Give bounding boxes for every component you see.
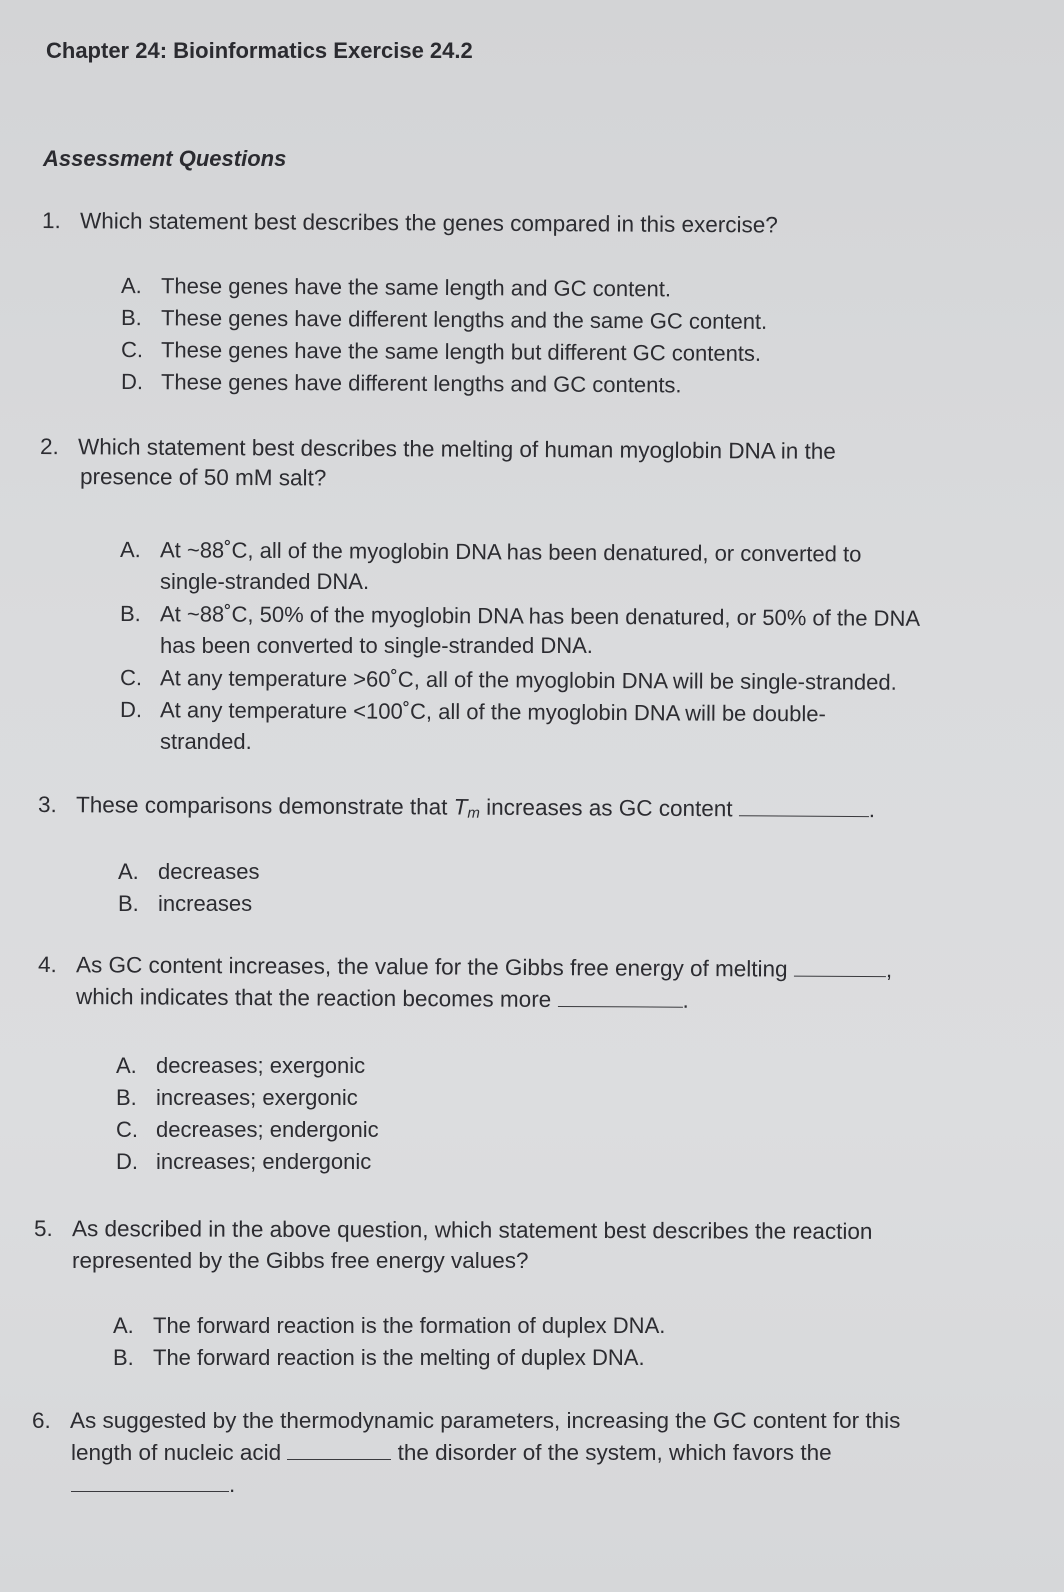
option-letter: B. <box>120 305 142 331</box>
question-text-start: These comparisons demonstrate that <box>75 792 454 820</box>
option-text: At any temperature <100˚C, all of the myoglobin DNA will be double- <box>159 697 826 727</box>
question-terminator: . <box>868 797 876 823</box>
option-1a <box>121 270 671 305</box>
option-letter: D. <box>119 697 143 723</box>
option-letter: D. <box>116 1149 138 1174</box>
question-6-continued <box>71 1438 832 1468</box>
question-5 <box>34 1214 873 1247</box>
option-1b <box>121 302 767 338</box>
option-5b <box>113 1342 645 1374</box>
option-4d <box>116 1146 371 1178</box>
question-6 <box>32 1406 900 1436</box>
option-letter: A. <box>113 1313 134 1338</box>
option-letter: D. <box>120 369 144 395</box>
option-2a-continued: single-stranded DNA. <box>160 569 370 594</box>
question-3 <box>38 790 875 831</box>
question-number: 1. <box>41 208 61 234</box>
option-5a <box>113 1310 665 1342</box>
option-1c <box>121 334 761 370</box>
option-text: decreases <box>158 859 260 884</box>
option-2d <box>120 694 826 730</box>
option-letter: B. <box>118 891 139 916</box>
option-text: These genes have the same length but different GC contents. <box>160 337 762 366</box>
answer-blank[interactable] <box>739 795 869 817</box>
answer-blank-1[interactable] <box>287 1439 391 1460</box>
option-text: At ~88˚C, all of the myoglobin DNA has been denatured, or converted to <box>159 537 862 567</box>
option-letter: B. <box>119 601 141 627</box>
option-letter: A. <box>118 859 139 884</box>
option-text: increases <box>158 891 253 916</box>
question-4 <box>38 950 892 985</box>
option-text: These genes have different lengths and GC contents. <box>160 369 682 398</box>
question-number: 5. <box>33 1216 53 1242</box>
option-4b <box>116 1082 358 1114</box>
option-text: increases; exergonic <box>156 1085 358 1110</box>
answer-blank-1[interactable] <box>794 956 886 978</box>
question-text: As suggested by the thermodynamic parameters, increasing the GC content for this <box>70 1408 901 1433</box>
question-text: Which statement best describes the melting of human myoglobin DNA in the <box>77 434 836 464</box>
answer-blank-2[interactable] <box>557 986 682 1008</box>
option-text: The forward reaction is the melting of duplex DNA. <box>153 1345 645 1370</box>
option-letter: C. <box>116 1117 138 1142</box>
document-title: Chapter 24: Bioinformatics Exercise 24.2 <box>46 38 473 63</box>
option-text: increases; endergonic <box>156 1149 372 1174</box>
question-number: 2. <box>39 434 59 460</box>
question-5-continued: represented by the Gibbs free energy values? <box>72 1248 529 1273</box>
option-letter: A. <box>119 537 141 563</box>
question-4-continued <box>76 982 689 1016</box>
option-text: At any temperature >60˚C, all of the myoglobin DNA will be single-stranded. <box>159 665 897 695</box>
option-3b <box>118 888 252 920</box>
tm-symbol: $T_m$ <box>453 794 480 822</box>
option-text: At ~88˚C, 50% of the myoglobin DNA has been denatured, or 50% of the DNA <box>159 601 921 631</box>
option-4c <box>116 1114 379 1146</box>
option-letter: C. <box>120 337 144 363</box>
answer-blank-2[interactable] <box>71 1471 229 1492</box>
option-2d-continued: stranded. <box>160 729 252 754</box>
question-terminator: . <box>682 987 689 1013</box>
option-2c <box>120 662 897 699</box>
option-letter: B. <box>113 1345 134 1370</box>
option-text: These genes have different lengths and the same GC content. <box>160 305 768 334</box>
option-letter: A. <box>120 273 142 299</box>
option-4a <box>116 1050 365 1082</box>
question-text: Which statement best describes the genes compared in this exercise? <box>79 208 778 238</box>
question-terminator: . <box>229 1472 236 1497</box>
option-text: decreases; endergonic <box>156 1117 379 1142</box>
section-heading: Assessment Questions <box>43 146 287 171</box>
question-number: 6. <box>32 1408 51 1433</box>
option-2b-continued: has been converted to single-stranded DNA. <box>160 633 593 658</box>
question-2-continued: presence of 50 mM salt? <box>79 464 327 491</box>
option-1d <box>121 366 682 401</box>
question-6-line3 <box>71 1470 235 1500</box>
question-text: As described in the above question, which statement best describes the reaction <box>71 1216 873 1244</box>
option-text: The forward reaction is the formation of duplex DNA. <box>153 1313 666 1338</box>
question-1 <box>42 206 778 240</box>
question-text-end: increases as GC content <box>479 794 739 822</box>
question-text-start: length of nucleic acid <box>71 1440 288 1465</box>
option-text: These genes have the same length and GC content. <box>160 273 672 302</box>
question-number: 3. <box>37 792 57 818</box>
option-letter: A. <box>116 1053 137 1078</box>
option-letter: B. <box>116 1085 137 1110</box>
question-separator: , <box>885 957 893 983</box>
question-text: which indicates that the reaction becomes more <box>75 984 558 1012</box>
question-text-end: the disorder of the system, which favors the <box>391 1440 832 1465</box>
question-number: 4. <box>37 952 57 978</box>
option-letter: C. <box>119 665 143 691</box>
question-text: As GC content increases, the value for the Gibbs free energy of melting <box>75 952 794 982</box>
option-text: decreases; exergonic <box>156 1053 366 1078</box>
option-3a <box>118 856 260 888</box>
